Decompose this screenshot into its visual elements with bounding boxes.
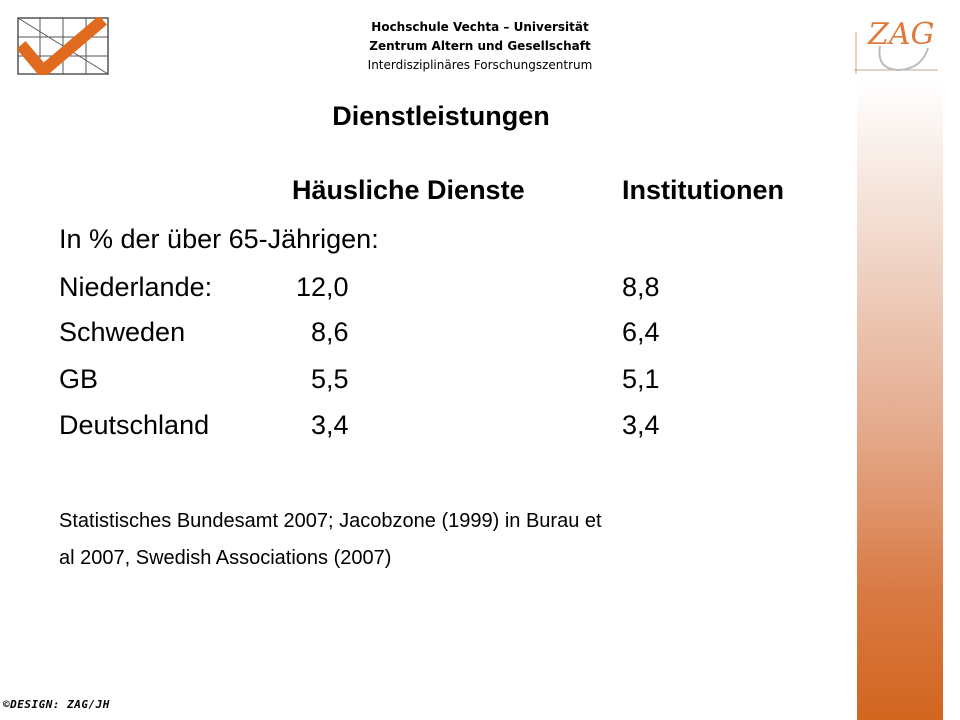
row-home-value: 3,4 — [311, 410, 349, 440]
row-country: Deutschland — [59, 410, 210, 440]
source-line-1: Statistisches Bundesamt 2007; Jacobzone (1999) in Burau et — [59, 510, 602, 532]
table-subtitle: In % der über 65-Jährigen: — [59, 224, 379, 254]
zag-logo — [850, 8, 942, 78]
copyright-notice: ©DESIGN: ZAG/JH — [3, 698, 110, 711]
header-center: Zentrum Altern und Gesellschaft — [369, 39, 591, 53]
institution-header — [300, 18, 660, 75]
zag-logo-text: ZAG — [868, 17, 935, 52]
row-country: Niederlande: — [59, 272, 213, 302]
row-institutions-value: 8,8 — [622, 272, 660, 302]
row-country: Schweden — [59, 317, 186, 347]
column-header-institutions: Institutionen — [622, 175, 784, 205]
header-subtitle: Interdisziplinäres Forschungszentrum — [367, 58, 593, 72]
header-university: Hochschule Vechta – Universität — [371, 20, 589, 34]
source-citation — [59, 503, 819, 577]
row-institutions-value: 3,4 — [622, 410, 660, 440]
row-home-value: 5,5 — [311, 364, 349, 394]
row-institutions-value: 6,4 — [622, 317, 660, 347]
row-country: GB — [59, 364, 99, 394]
row-home-value: 12,0 — [296, 272, 349, 302]
column-header-home-services: Häusliche Dienste — [292, 175, 525, 205]
university-logo — [17, 17, 109, 75]
row-home-value: 8,6 — [311, 317, 349, 347]
row-institutions-value: 5,1 — [622, 364, 660, 394]
page-title: Dienstleistungen — [332, 101, 550, 131]
source-line-2: al 2007, Swedish Associations (2007) — [59, 547, 392, 569]
decorative-gradient-bar — [857, 80, 943, 720]
